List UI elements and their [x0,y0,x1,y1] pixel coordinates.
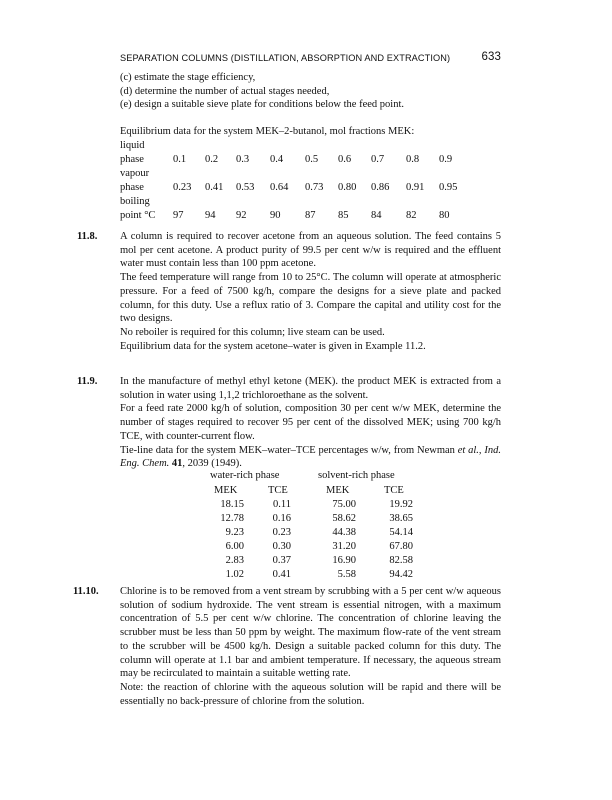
table-cell: 38.65 [389,513,413,524]
problem-number: 11.9. [77,376,98,387]
problem-11-8-text [120,230,501,353]
row-label: vapour [120,168,150,179]
table-cell: 82.58 [389,555,413,566]
paragraph: Equilibrium data for the system acetone–water is given in Example 11.2. [120,340,426,352]
column-header: TCE [268,485,288,496]
reference-pages: , 2039 (1949). [182,458,242,470]
table-cell: 0.2 [205,154,219,165]
table-cell: 0.6 [338,154,352,165]
equilibrium-intro-text: Equilibrium data for the system MEK–2-butanol, mol fractions MEK: [120,126,415,137]
table-cell: 87 [305,210,316,221]
list-items [120,71,500,112]
table-cell: 44.38 [332,527,356,538]
equilibrium-row-vapour [0,167,612,195]
reference-journal: Ind. Eng. Chem. [120,444,502,470]
table-cell: 0.64 [270,182,289,193]
table-cell: 94 [205,210,216,221]
column-header: TCE [384,485,404,496]
row-label: phase [120,182,144,193]
table-cell: 0.7 [371,154,385,165]
table-cell: 0.80 [338,182,357,193]
table-cell: 90 [270,210,281,221]
tie-line-intro: Tie-line data for the system MEK–water–TCE percentages w/w, from Newman [120,444,455,456]
table-cell: 92 [236,210,247,221]
table-cell: 85 [338,210,349,221]
equilibrium-row-liquid [0,139,612,167]
reference-authors: et al., [457,444,485,456]
table-cell: 2.83 [225,555,244,566]
table-cell: 0.91 [406,182,425,193]
group-header-solvent: solvent-rich phase [318,470,395,481]
paragraph [120,444,501,471]
table-cell: 0.37 [272,555,291,566]
table-cell: 0.23 [272,527,291,538]
row-label: liquid [120,140,145,151]
table-cell: 16.90 [332,555,356,566]
table-cell: 58.62 [332,513,356,524]
row-label: point °C [120,210,156,221]
tie-line-table [0,469,612,580]
column-header: MEK [326,485,350,496]
problem-11-9-text [120,375,501,471]
problem-number: 11.10. [73,586,99,597]
list-item: (c) estimate the stage efficiency, [120,72,256,83]
table-cell: 0.73 [305,182,324,193]
table-cell: 0.16 [272,513,291,524]
equilibrium-row-boiling [0,195,612,223]
list-item: (e) design a suitable sieve plate for conditions below the feed point. [120,99,404,111]
problem-number: 11.8. [77,231,98,242]
table-cell: 0.30 [272,541,291,552]
group-header-water: water-rich phase [210,470,280,481]
table-cell: 94.42 [389,569,413,580]
table-cell: 54.14 [389,527,413,538]
table-cell: 84 [371,210,382,221]
table-cell: 0.8 [406,154,420,165]
table-cell: 0.41 [272,569,291,580]
page-number: 633 [481,51,501,63]
table-cell: 97 [173,210,184,221]
table-cell: 75.00 [332,499,356,510]
table-cell: 82 [406,210,417,221]
table-cell: 0.4 [270,154,284,165]
paragraph: Note: the reaction of chlorine with the aqueous solution will be rapid and there will be essentially no back-pressure of chlorine from the solution. [120,681,501,707]
paragraph: No reboiler is required for this column; live steam can be used. [120,326,385,338]
paragraph: For a feed rate 2000 kg/h of solution, composition 30 per cent w/w MEK, determine the number of stages required to recover 95 per cent of the dissolved MEK; using 700 kg/h TCE, with counter-current flow. [120,403,501,442]
table-cell: 0.53 [236,182,255,193]
table-cell: 0.9 [439,154,453,165]
table-cell: 0.5 [305,154,319,165]
table-cell: 0.11 [273,499,291,510]
problem-11-10-text [120,585,501,708]
paragraph: Chlorine is to be removed from a vent stream by scrubbing with a 5 per cent w/w aqueous solution of sodium hydroxide. The vent stream is essential nitrogen, with a maximum concentration of 5.5 per cent w/w chlorine. The concentration of chlorine leaving the scrubber must be less than 50 ppm by weight. The maximum flow-rate of the vent stream to the scrubber will be 4500 kg/h. Design a suitable packed column for this duty. The column will operate at 1.1 bar and ambient temperature. If necessary, the aqueous stream may be recirculated to maintain a suitable wetting rate. [120,586,501,680]
table-cell: 19.92 [389,499,413,510]
table-cell: 0.1 [173,154,187,165]
table-cell: 12.78 [220,513,244,524]
table-cell: 18.15 [220,499,244,510]
table-cell: 80 [439,210,450,221]
table-cell: 6.00 [225,541,244,552]
table-cell: 31.20 [332,541,356,552]
paragraph: The feed temperature will range from 10 to 25°C. The column will operate at atmospheric pressure. For a feed of 7500 kg/h, compare the designs for a sieve plate and packed column, for this duty. Use a reflux ratio of 3. Compare the capital and utility cost for the two designs. [120,272,501,325]
table-cell: 67.80 [389,541,413,552]
list-item: (d) determine the number of actual stages needed, [120,85,330,97]
table-cell: 0.86 [371,182,390,193]
paragraph: A column is required to recover acetone from an aqueous solution. The feed contains 5 mol per cent acetone. A product purity of 99.5 per cent w/w is required and the effluent water must contain less than 100 ppm acetone. [120,231,501,270]
running-header [120,51,501,67]
table-cell: 0.95 [439,182,458,193]
table-cell: 1.02 [225,569,244,580]
row-label: phase [120,154,144,165]
header-title: SEPARATION COLUMNS (DISTILLATION, ABSORPTION AND EXTRACTION) [120,53,451,63]
table-cell: 0.23 [173,182,192,193]
reference-volume: 41 [169,458,183,470]
table-cell: 5.58 [337,569,356,580]
equilibrium-intro [120,125,500,139]
table-cell: 9.23 [225,527,244,538]
table-cell: 0.41 [205,182,224,193]
table-cell: 0.3 [236,154,250,165]
column-header: MEK [214,485,238,496]
paragraph: In the manufacture of methyl ethyl ketone (MEK). the product MEK is extracted from a solution in water using 1,1,2 trichloroethane as the solvent. [120,376,501,401]
row-label: boiling [120,196,150,207]
